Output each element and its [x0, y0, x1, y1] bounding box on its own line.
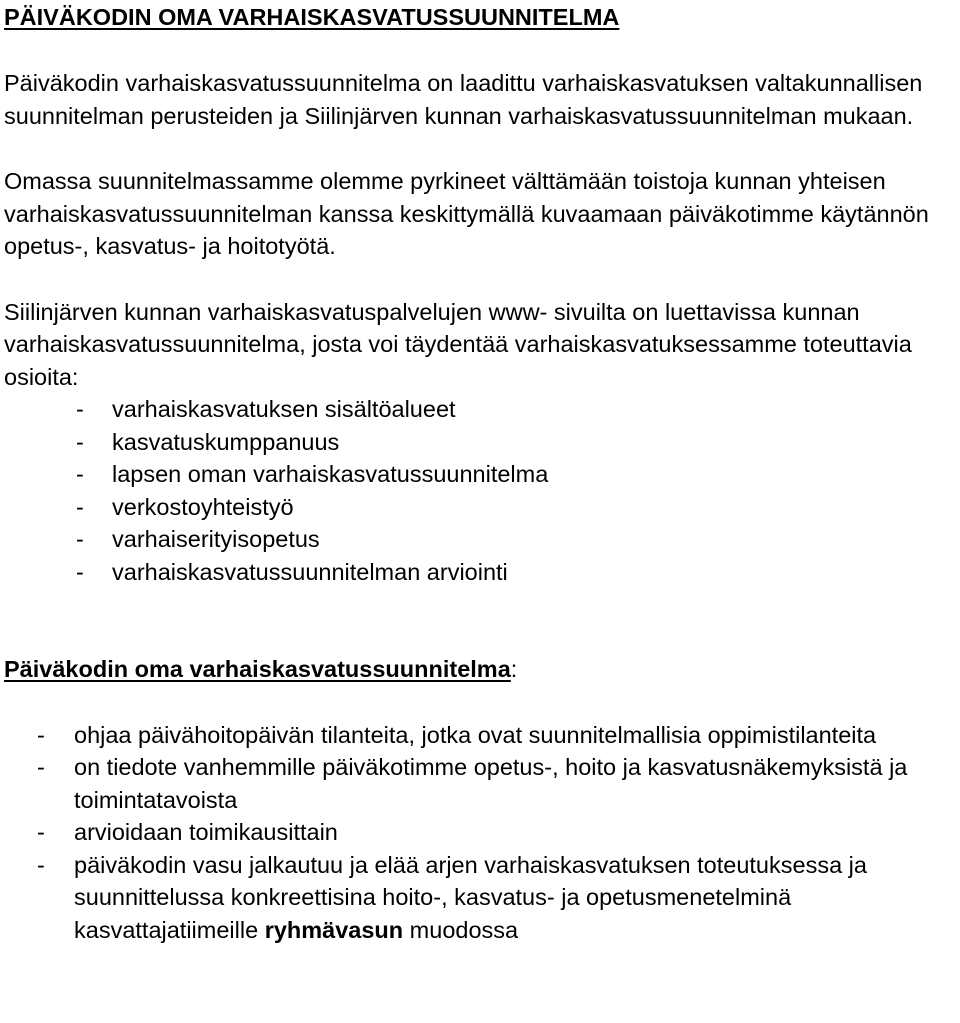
website-paragraph: Siilinjärven kunnan varhaiskasvatuspalvelujen www- sivuilta on luettavissa kunnan varhaiskasvatussuunnitelma, josta voi täydentää varhaiskasvatuksessamme toteuttavia osioita: — [4, 298, 912, 390]
municipal-sections-list — [4, 393, 954, 588]
list-item — [4, 556, 954, 589]
dash-bullet: - — [76, 461, 84, 487]
list-item-text: arvioidaan toimikausittain — [74, 819, 338, 845]
focus-paragraph: Omassa suunnitelmassamme olemme pyrkineet välttämään toistoja kunnan yhteisen varhaiskasvatussuunnitelman kanssa keskittymällä kuvaamaan päiväkotimme käytännön opetus-, kasvatus- ja hoitotyötä. — [4, 168, 929, 259]
list-item — [4, 816, 954, 849]
list-item — [4, 523, 954, 556]
dash-bullet: - — [76, 558, 84, 585]
list-item-text: on tiedote vanhemmille päiväkotimme opetus-, hoito ja kasvatusnäkemyksistä ja toimintatavoista — [74, 754, 908, 813]
list-item — [4, 426, 954, 459]
list-item-text: varhaiskasvatuksen sisältöalueet — [112, 396, 456, 422]
list-item — [4, 458, 954, 491]
section-heading-colon: : — [510, 656, 518, 682]
group-plan-term: ryhmävasun — [264, 916, 404, 943]
list-item — [4, 491, 954, 524]
document-page — [4, 0, 954, 946]
dash-bullet: - — [76, 428, 84, 455]
dash-bullet: - — [37, 851, 45, 878]
dash-bullet: - — [37, 754, 45, 780]
list-item-text: varhaiskasvatussuunnitelman arviointi — [112, 558, 508, 585]
dash-bullet: - — [37, 819, 45, 845]
plan-purpose-list — [4, 719, 954, 947]
list-item — [4, 849, 954, 947]
list-item-text: ohjaa päivähoitopäivän tilanteita, jotka ovat suunnitelmallisia oppimistilanteita — [74, 721, 877, 748]
intro-paragraph: Päiväkodin varhaiskasvatussuunnitelma on laadittu varhaiskasvatuksen valtakunnallisen suunnitelman perusteiden ja Siilinjärven kunnan varhaiskasvatussuunnitelman mukaan. — [4, 70, 923, 129]
list-item-text-start: päiväkodin vasu jalkautuu ja elää arjen varhaiskasvatuksen toteutuksessa ja suunnittelussa konkreettisina hoito-, kasvatus- ja opetusmenetelminä kasvattajatiimeille — [74, 851, 867, 943]
list-item-text: varhaiserityisopetus — [112, 526, 320, 552]
list-item-text: lapsen oman varhaiskasvatussuunnitelma — [112, 461, 549, 487]
dash-bullet: - — [37, 721, 45, 748]
section-heading — [4, 653, 954, 686]
list-item — [4, 719, 954, 752]
dash-bullet: - — [76, 396, 84, 422]
list-item-text: kasvatuskumppanuus — [112, 428, 340, 455]
list-item-text: verkostoyhteistyö — [112, 493, 294, 520]
list-item — [4, 751, 954, 816]
list-item — [4, 393, 954, 426]
section-heading-text: Päiväkodin oma varhaiskasvatussuunnitelma — [4, 656, 511, 682]
dash-bullet: - — [76, 526, 84, 552]
document-title: PÄIVÄKODIN OMA VARHAISKASVATUSSUUNNITELMA — [4, 4, 620, 30]
dash-bullet: - — [76, 493, 84, 520]
list-item-text-end: muodossa — [403, 916, 519, 943]
